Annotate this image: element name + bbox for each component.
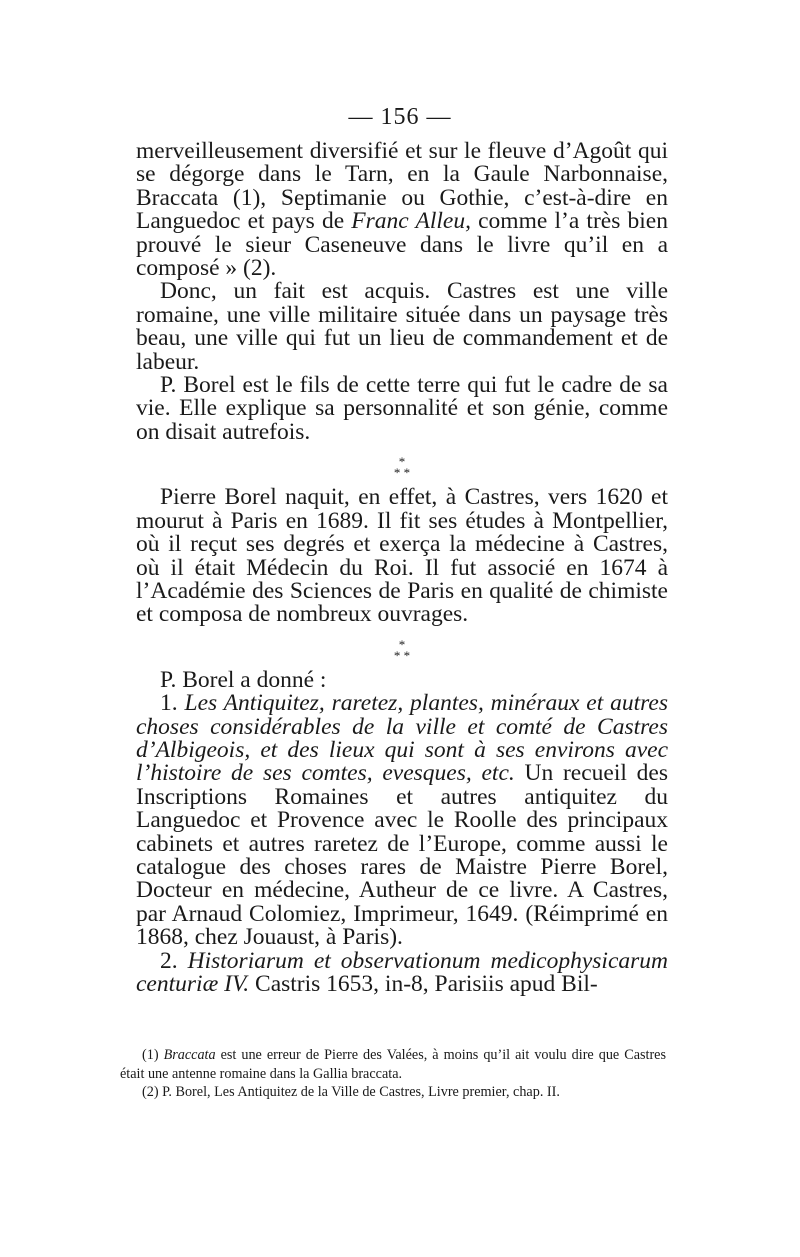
- item-number: 1.: [160, 690, 185, 717]
- footnote: [120, 1046, 666, 1083]
- footnote-text: est une erreur de Pierre des Valées, à moins qu’il ait voulu dire que Castres était une antenne romaine dans la Gallia braccata.: [120, 1047, 666, 1082]
- footnote-label: (1): [142, 1047, 164, 1063]
- list-item: [136, 692, 668, 949]
- item-text: Castris 1653, in-8, Parisiis apud Bil-: [249, 971, 598, 997]
- asterism-separator: * * *: [393, 636, 411, 663]
- paragraph-text: comme l’a très bien prouvé le sieur Caseneuve dans le livre qu’il en a composé » (2).: [136, 208, 668, 282]
- italic-term: Braccata: [163, 1047, 216, 1063]
- footnotes: [120, 1046, 666, 1102]
- list-item: [136, 947, 668, 997]
- item-number: 2.: [160, 947, 188, 974]
- item-text: Un recueil des Inscriptions Romaines et autres antiquitez du Languedoc et Provence avec le Roolle des principaux cabinets et autres raretez de l’Europe, comme aussi le catalogue des choses rares de Maistre Pierre Borel, Docteur en médecine, Autheur de ce livre. A Castres, par Arnaud Colomiez, Imprimeur, 1649. (Réimprimé en 1868, chez Jouaust, à Paris).: [136, 760, 668, 951]
- italic-term: Franc Alleu,: [351, 208, 471, 235]
- book-title: Historiarum et observationum medicophysicarum centuriæ IV.: [136, 947, 668, 997]
- footnote: (2) P. Borel, Les Antiquitez de la Ville de Castres, Livre premier, chap. II.: [142, 1084, 560, 1100]
- asterism-separator: * * *: [393, 454, 411, 481]
- paragraph: P. Borel est le fils de cette terre qui fut le cadre de sa vie. Elle explique sa personnalité et son génie, comme on disait autrefois.: [136, 372, 668, 445]
- paragraph: Pierre Borel naquit, en effet, à Castres, vers 1620 et mourut à Paris en 1689. Il fit ses études à Montpellier, où il reçut ses degrés et exerça la médecine à Castres, où il était Médecin du Roi. Il fut associé en 1674 à l’Académie des Sciences de Paris en qualité de chimiste et composa de nombreux ouvrages.: [136, 484, 668, 628]
- paragraph: [136, 140, 668, 280]
- main-text: [136, 140, 668, 996]
- book-title: Les Antiquitez, raretez, plantes, minéraux et autres choses considérables de la ville et comté de Castres d’Albigeois, et des lieux qui sont à ses environs avec l’histoire de ses comtes, evesques, etc.: [136, 690, 669, 787]
- page-number: — 156 —: [348, 104, 452, 130]
- paragraph-text: merveilleusement diversifié et sur le fleuve d’Agoût qui se dégorge dans le Tarn, en la Gaule Narbonnaise, Braccata (1), Septimanie ou Gothie, c’est-à-dire en Languedoc et pays de: [136, 138, 668, 235]
- paragraph: Donc, un fait est acquis. Castres est une ville romaine, une ville militaire située dans un paysage très beau, une ville qui fut un lieu de commandement et de labeur.: [136, 278, 668, 375]
- paragraph: P. Borel a donné :: [160, 666, 327, 693]
